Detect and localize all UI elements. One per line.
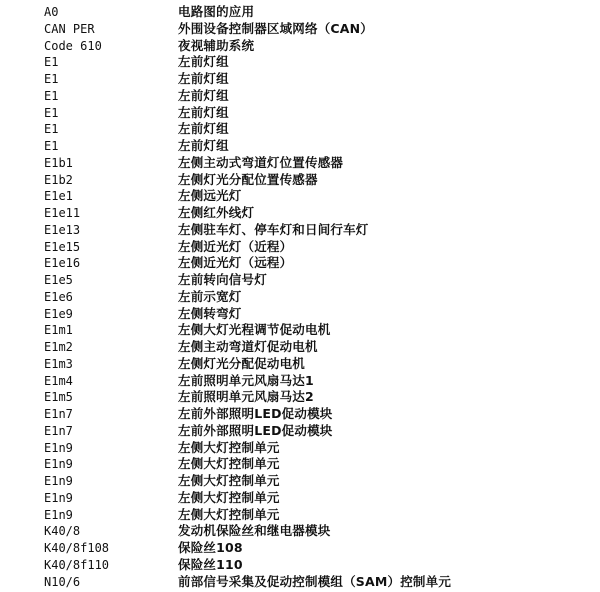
legend-row xyxy=(0,456,600,473)
legend-row xyxy=(0,4,600,21)
component-code: E1 xyxy=(44,55,59,70)
legend-row xyxy=(0,423,600,440)
component-description: 左侧大灯控制单元 xyxy=(178,456,280,472)
legend-row xyxy=(0,272,600,289)
legend-row xyxy=(0,71,600,88)
component-description: 左侧近光灯（近程） xyxy=(178,238,293,254)
legend-row xyxy=(0,289,600,306)
component-description: 左前灯组 xyxy=(178,71,229,86)
legend-row xyxy=(0,306,600,323)
component-code: E1n9 xyxy=(44,440,73,455)
component-code: E1 xyxy=(44,88,59,103)
legend-row xyxy=(0,322,600,339)
legend-row xyxy=(0,540,600,557)
component-description: 左侧大灯控制单元 xyxy=(178,489,280,505)
component-description: 左前转向信号灯 xyxy=(178,272,267,287)
component-description: 左前外部照明LED促动模块 xyxy=(178,406,333,421)
component-description: 左侧大灯控制单元 xyxy=(178,506,280,522)
legend-row xyxy=(0,105,600,122)
component-description: 左侧主动弯道灯促动电机 xyxy=(178,339,318,354)
component-code: N10/6 xyxy=(44,574,81,589)
component-description: 左侧灯光分配位置传感器 xyxy=(178,171,318,187)
component-code: E1n9 xyxy=(44,507,73,522)
component-description: 电路图的应用 xyxy=(178,4,255,19)
component-description: 左前灯组 xyxy=(178,121,229,137)
component-description: 保险丝108 xyxy=(178,540,243,555)
component-description: 夜视辅助系统 xyxy=(178,37,255,53)
component-code: E1e15 xyxy=(44,239,81,254)
legend-row xyxy=(0,440,600,457)
component-description: 左侧转弯灯 xyxy=(178,305,242,321)
component-description: 左侧红外线灯 xyxy=(178,205,255,220)
component-code: E1e5 xyxy=(44,273,73,287)
component-description: 左前外部照明LED促动模块 xyxy=(178,422,333,438)
legend-row xyxy=(0,373,600,390)
component-description: 左前照明单元风扇马达2 xyxy=(178,389,314,405)
component-code: E1n9 xyxy=(44,474,73,488)
component-code: E1e9 xyxy=(44,306,73,321)
component-code: E1n9 xyxy=(44,457,73,472)
component-description: 左前照明单元风扇马达1 xyxy=(178,372,314,388)
component-code: CAN PER xyxy=(44,21,95,36)
legend-row xyxy=(0,356,600,373)
legend-row xyxy=(0,222,600,239)
component-code: E1n7 xyxy=(44,423,73,438)
component-code: E1n7 xyxy=(44,407,73,421)
legend-row xyxy=(0,574,600,591)
component-code: E1 xyxy=(44,122,59,137)
component-description: 左侧大灯控制单元 xyxy=(178,439,280,455)
component-code: A0 xyxy=(44,5,59,19)
legend-row xyxy=(0,155,600,172)
component-code: Code 610 xyxy=(44,38,102,53)
component-code: E1 xyxy=(44,72,59,86)
component-description: 左侧驻车灯、停车灯和日间行车灯 xyxy=(178,221,369,237)
legend-row xyxy=(0,406,600,423)
component-code: E1 xyxy=(44,105,59,120)
component-description: 左侧近光灯（远程） xyxy=(178,255,293,271)
legend-row xyxy=(0,507,600,524)
legend-row xyxy=(0,121,600,138)
legend-row xyxy=(0,523,600,540)
component-description: 左侧大灯控制单元 xyxy=(178,473,280,488)
component-description: 左侧主动式弯道灯位置传感器 xyxy=(178,154,344,170)
legend-row xyxy=(0,490,600,507)
legend-row xyxy=(0,339,600,356)
component-code: E1e1 xyxy=(44,189,73,204)
legend-row xyxy=(0,557,600,574)
component-description: 左前灯组 xyxy=(178,54,229,70)
legend-row xyxy=(0,205,600,222)
component-code: E1m4 xyxy=(44,373,73,388)
component-code: E1b2 xyxy=(44,172,73,187)
component-code: E1m3 xyxy=(44,356,73,371)
component-code: K40/8f108 xyxy=(44,541,110,555)
component-description: 发动机保险丝和继电器模块 xyxy=(178,523,331,539)
legend-row xyxy=(0,473,600,490)
legend-row xyxy=(0,389,600,406)
legend-row xyxy=(0,239,600,256)
component-description: 左前示宽灯 xyxy=(178,288,242,304)
component-description: 左前灯组 xyxy=(178,87,229,103)
component-code: E1b1 xyxy=(44,155,73,170)
component-description: 保险丝110 xyxy=(178,556,243,572)
legend-row xyxy=(0,172,600,189)
component-code: E1m2 xyxy=(44,340,73,354)
legend-row xyxy=(0,54,600,71)
legend-row xyxy=(0,255,600,272)
legend-row xyxy=(0,138,600,155)
component-description: 左侧远光灯 xyxy=(178,188,242,204)
component-description: 左前灯组 xyxy=(178,138,229,153)
component-description: 外围设备控制器区域网络（CAN） xyxy=(178,20,374,36)
component-code: E1m1 xyxy=(44,323,73,338)
component-code: E1m5 xyxy=(44,390,73,405)
legend-row xyxy=(0,21,600,38)
component-code: E1e16 xyxy=(44,256,81,271)
component-code: E1e11 xyxy=(44,206,81,220)
legend-row xyxy=(0,188,600,205)
component-code: E1 xyxy=(44,139,59,153)
legend-table xyxy=(0,4,600,590)
component-code: E1e13 xyxy=(44,222,81,237)
legend-row xyxy=(0,38,600,55)
component-description: 前部信号采集及促动控制模组（SAM）控制单元 xyxy=(178,573,452,589)
component-description: 左侧大灯光程调节促动电机 xyxy=(178,322,331,338)
component-code: E1e6 xyxy=(44,289,73,304)
component-description: 左侧灯光分配促动电机 xyxy=(178,355,306,371)
component-code: E1n9 xyxy=(44,490,73,505)
legend-row xyxy=(0,88,600,105)
component-code: K40/8f110 xyxy=(44,557,110,572)
component-code: K40/8 xyxy=(44,524,81,539)
component-description: 左前灯组 xyxy=(178,104,229,120)
